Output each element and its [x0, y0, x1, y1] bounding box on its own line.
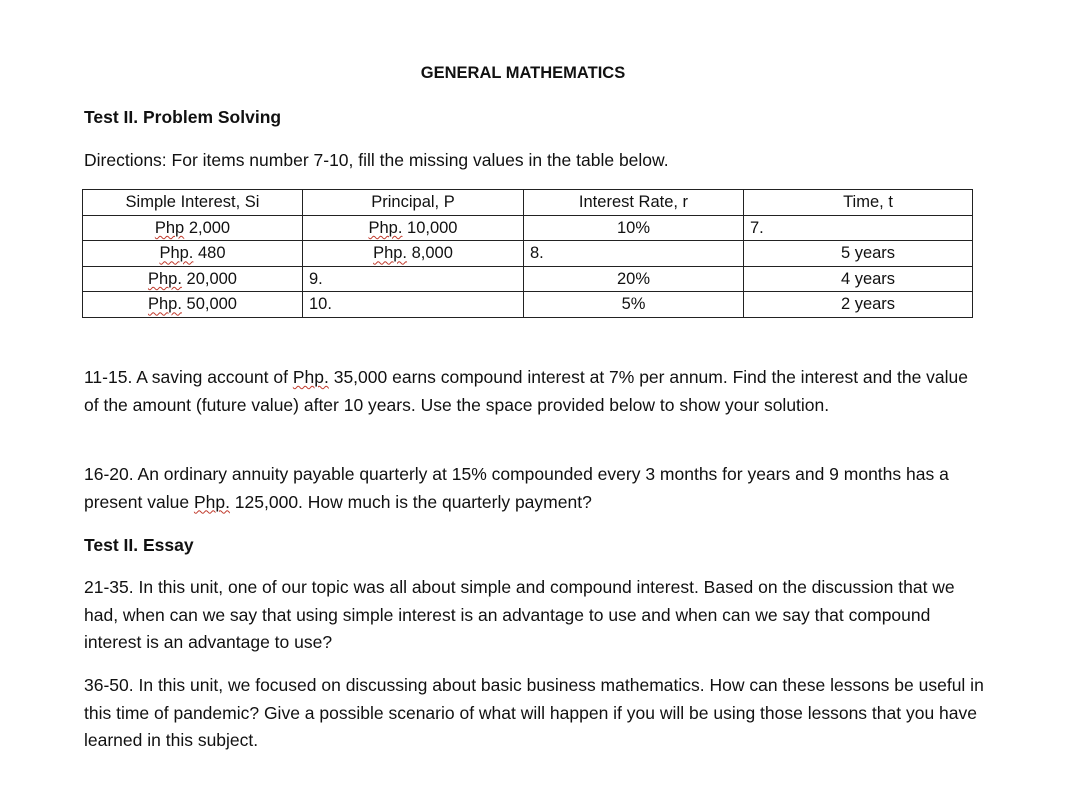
cell-time: 7.: [744, 215, 973, 241]
cell-principal: Php. 8,000: [303, 241, 524, 267]
cell-rate: 20%: [524, 266, 744, 292]
table-header-row: [83, 190, 973, 216]
interest-table: [82, 189, 973, 318]
cell-principal: 9.: [303, 266, 524, 292]
header-time: Time, t: [744, 190, 973, 216]
table-row: [83, 292, 973, 318]
header-principal: Principal, P: [303, 190, 524, 216]
cell-time: 5 years: [744, 241, 973, 267]
table-row: [83, 215, 973, 241]
cell-principal: Php. 10,000: [303, 215, 524, 241]
cell-time: 2 years: [744, 292, 973, 318]
table-row: [83, 266, 973, 292]
test-problem-solving-heading: Test II. Problem Solving: [84, 107, 282, 127]
cell-time: 4 years: [744, 266, 973, 292]
cell-rate: 10%: [524, 215, 744, 241]
question-16-20: 16-20. An ordinary annuity payable quarterly at 15% compounded every 3 months for years and 9 months has a present value Php. 125,000. How much is the quarterly payment?: [84, 464, 949, 512]
header-simple-interest: Simple Interest, Si: [83, 190, 303, 216]
cell-si: Php. 50,000: [83, 292, 303, 318]
cell-si: Php 2,000: [83, 215, 303, 241]
cell-si: Php. 20,000: [83, 266, 303, 292]
cell-principal: 10.: [303, 292, 524, 318]
table-row: [83, 241, 973, 267]
cell-rate: 5%: [524, 292, 744, 318]
test-essay-heading: Test II. Essay: [84, 535, 194, 555]
question-21-35: 21-35. In this unit, one of our topic was all about simple and compound interest. Based on the discussion that we had, when can we say that using simple interest is an advantage to use and when can we say that compound interest is an advantage to use?: [84, 577, 955, 652]
question-11-15: 11-15. A saving account of Php. 35,000 earns compound interest at 7% per annum. Find the interest and the value of the amount (future value) after 10 years. Use the space provided below to show your solution.: [84, 367, 969, 415]
header-interest-rate: Interest Rate, r: [524, 190, 744, 216]
cell-si: Php. 480: [83, 241, 303, 267]
directions-text: Directions: For items number 7-10, fill the missing values in the table below.: [84, 150, 669, 170]
document-title: GENERAL MATHEMATICS: [420, 64, 626, 82]
cell-rate: 8.: [524, 241, 744, 267]
question-36-50: 36-50. In this unit, we focused on discussing about basic business mathematics. How can these lessons be useful in this time of pandemic? Give a possible scenario of what will happen if you will be using those lessons that you have learned in this subject.: [84, 675, 984, 750]
